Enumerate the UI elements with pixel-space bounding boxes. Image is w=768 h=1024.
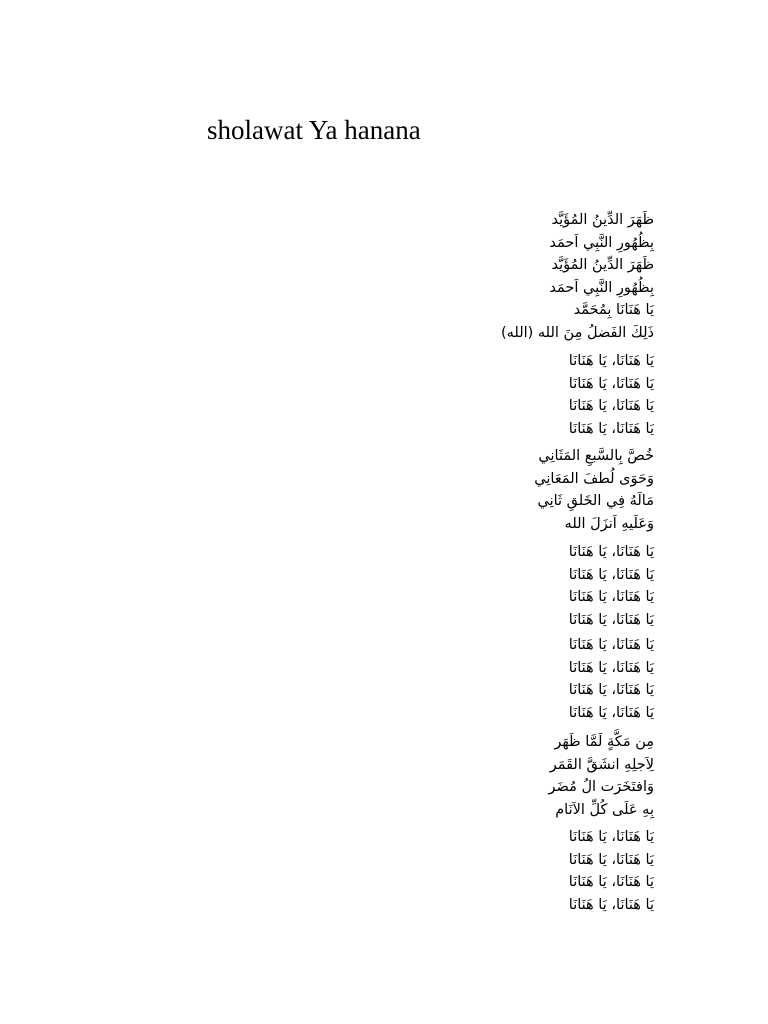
refrain-line: يَا هَنَانَا، يَا هَنَانَا [568,874,654,890]
refrain-line: يَا هَنَانَا، يَا هَنَانَا [568,589,654,605]
verse-line: ظَهَرَ الدِّينُ المُؤَيَّد [551,257,654,273]
refrain-line: يَا هَنَانَا، يَا هَنَانَا [568,353,654,369]
verse-line: مِن مَكَّةٍ لَمَّا ظَهَر [554,734,654,750]
refrain-line: يَا هَنَانَا، يَا هَنَانَا [568,659,654,676]
stanza-6 [549,731,654,821]
verse-line: بِظُهُورِ النَّبِي اَحمَد [549,234,654,251]
refrain-line: يَا هَنَانَا، يَا هَنَانَا [568,851,654,868]
stanza-5-refrain [569,634,654,724]
refrain-line: يَا هَنَانَا، يَا هَنَانَا [568,896,654,913]
stanza-4-refrain [569,541,654,631]
verse-line: يَا هَنَانَا بِمُحَمَّد [573,302,654,318]
verse-line: وَعَلَيهِ اَنزَلَ الله [564,515,654,532]
refrain-line: يَا هَنَانَا، يَا هَنَانَا [568,682,654,698]
verse-line: خُصَّ بِالسَّبعِ المَثَانِي [538,448,654,464]
refrain-line: يَا هَنَانَا، يَا هَنَانَا [568,637,654,653]
refrain-line: يَا هَنَانَا، يَا هَنَانَا [568,375,654,392]
verse-line: مَالَهُ فِي الخَلقِ ثَانِي [537,493,654,509]
refrain-line: يَا هَنَانَا، يَا هَنَانَا [568,611,654,628]
refrain-line: يَا هَنَانَا، يَا هَنَانَا [568,420,654,437]
refrain-line: يَا هَنَانَا، يَا هَنَانَا [568,398,654,414]
document-title: sholawat Ya hanana [207,115,421,145]
verse-line: وَحَوَى لُطفَ المَعَانِي [534,470,654,487]
verse-line: بِهِ عَلَى كُلِّ الاَنَام [555,801,654,818]
verse-line: وَافتَخَرَت الُ مُضَر [548,779,654,795]
verse-line: لِاَجلِهِ انشَقَّ القَمَر [549,756,654,773]
refrain-line: يَا هَنَانَا، يَا هَنَانَا [568,566,654,583]
verse-line: بِظُهُورِ النَّبِي اَحمَد [549,279,654,296]
verse-line: ذَلِكَ الفَضلُ مِنَ الله (الله) [500,324,654,341]
stanza-1 [501,209,654,344]
refrain-line: يَا هَنَانَا، يَا هَنَانَا [568,544,654,560]
stanza-7-refrain [569,826,654,916]
stanza-2-refrain [569,350,654,440]
stanza-3 [534,445,654,535]
verse-line: ظَهَرَ الدِّينُ المُؤَيَّد [551,212,654,228]
refrain-line: يَا هَنَانَا، يَا هَنَانَا [568,704,654,721]
refrain-line: يَا هَنَانَا، يَا هَنَانَا [568,829,654,845]
